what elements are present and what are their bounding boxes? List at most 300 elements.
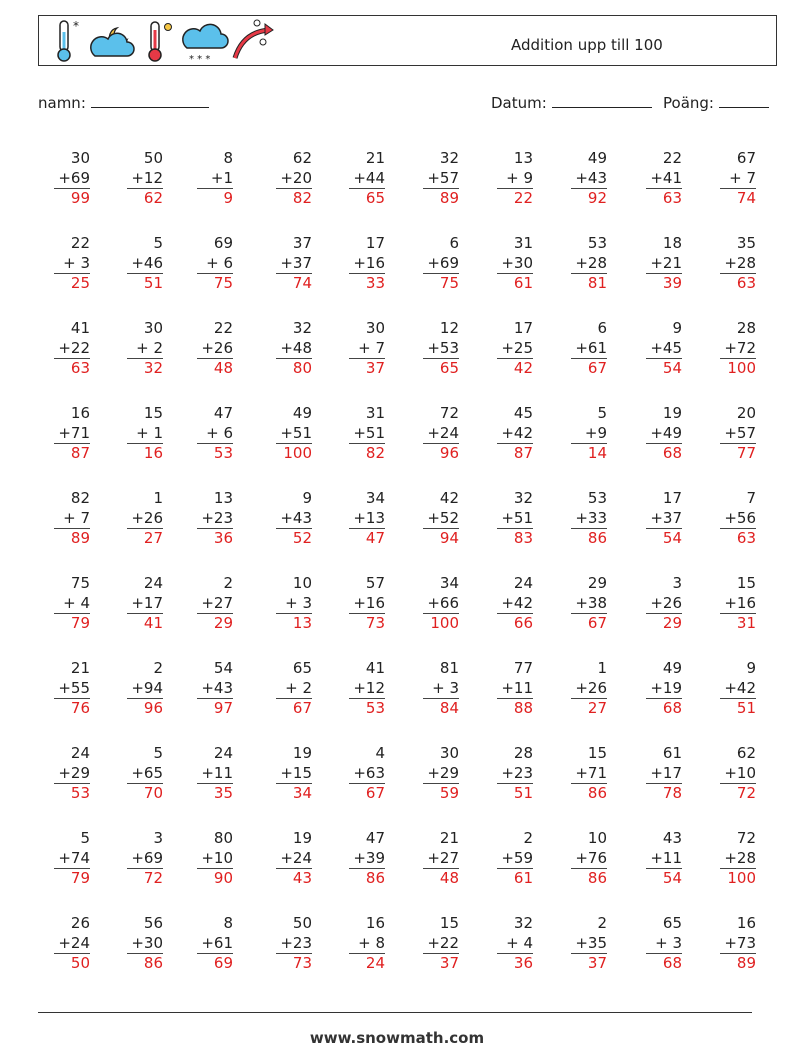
addend2: +35 <box>575 933 607 952</box>
addend1: 31 <box>513 234 533 252</box>
addend1: 1 <box>153 489 163 507</box>
addend1: 43 <box>662 829 682 847</box>
answer: 48 <box>423 868 459 889</box>
addend2: +12 <box>131 168 163 187</box>
addend1: 32 <box>513 914 533 932</box>
answer: 68 <box>646 443 682 464</box>
addend1: 32 <box>513 489 533 507</box>
score-label: Poäng: <box>663 94 714 112</box>
answer: 41 <box>127 613 163 634</box>
addend2: +16 <box>724 593 756 612</box>
addend2: +46 <box>131 253 163 272</box>
problem <box>345 829 385 889</box>
answer: 13 <box>276 613 312 634</box>
answer: 72 <box>127 868 163 889</box>
answer: 100 <box>276 443 312 464</box>
addend1: 24 <box>70 744 90 762</box>
addend1: 28 <box>736 319 756 337</box>
answer: 50 <box>54 953 90 974</box>
answer: 47 <box>349 528 385 549</box>
addend1: 47 <box>213 404 233 422</box>
addend2: +57 <box>427 168 459 187</box>
answer: 81 <box>571 273 607 294</box>
addend2: +63 <box>353 763 385 782</box>
addend2: +16 <box>353 253 385 272</box>
svg-text:* * *: * * * <box>189 54 211 64</box>
answer: 83 <box>497 528 533 549</box>
answer: 84 <box>423 698 459 719</box>
addend1: 49 <box>587 149 607 167</box>
problem <box>272 319 312 379</box>
problem <box>50 574 90 634</box>
problem <box>567 149 607 209</box>
problem <box>716 149 756 209</box>
answer: 52 <box>276 528 312 549</box>
addend2: +55 <box>58 678 90 697</box>
addend1: 6 <box>449 234 459 252</box>
addend1: 53 <box>587 234 607 252</box>
problem <box>419 234 459 294</box>
answer: 97 <box>197 698 233 719</box>
addend1: 10 <box>292 574 312 592</box>
addend2: +19 <box>650 678 682 697</box>
addend1: 34 <box>439 574 459 592</box>
addend2: +13 <box>353 508 385 527</box>
addend2: +29 <box>427 763 459 782</box>
addend1: 8 <box>223 149 233 167</box>
addend2: +51 <box>280 423 312 442</box>
problem <box>345 489 385 549</box>
addend2: +69 <box>58 168 90 187</box>
addend2: +74 <box>58 848 90 867</box>
addend1: 20 <box>736 404 756 422</box>
addend1: 41 <box>70 319 90 337</box>
answer: 100 <box>720 868 756 889</box>
problem <box>123 319 163 379</box>
answer: 25 <box>54 273 90 294</box>
addend1: 53 <box>587 489 607 507</box>
answer: 100 <box>720 358 756 379</box>
problem <box>345 659 385 719</box>
addend1: 69 <box>213 234 233 252</box>
addend2: +51 <box>501 508 533 527</box>
answer: 54 <box>646 358 682 379</box>
answer: 89 <box>423 188 459 209</box>
addend2: +65 <box>131 763 163 782</box>
problem <box>493 149 533 209</box>
name-label: namn: <box>38 94 86 112</box>
answer: 61 <box>497 273 533 294</box>
addend2: +71 <box>58 423 90 442</box>
addend2: +26 <box>650 593 682 612</box>
problem <box>642 914 682 974</box>
answer: 70 <box>127 783 163 804</box>
addend2: +43 <box>201 678 233 697</box>
addend2: +69 <box>131 848 163 867</box>
addend1: 67 <box>736 149 756 167</box>
addend1: 65 <box>662 914 682 932</box>
problem <box>272 914 312 974</box>
answer: 43 <box>276 868 312 889</box>
problem <box>716 829 756 889</box>
answer: 36 <box>497 953 533 974</box>
addend1: 19 <box>662 404 682 422</box>
answer: 82 <box>276 188 312 209</box>
addend1: 2 <box>223 574 233 592</box>
addend2: +43 <box>575 168 607 187</box>
answer: 63 <box>720 528 756 549</box>
addend2: +26 <box>131 508 163 527</box>
addend1: 54 <box>213 659 233 677</box>
addend2: + 3 <box>432 678 459 697</box>
answer: 86 <box>349 868 385 889</box>
problem <box>567 404 607 464</box>
addend1: 7 <box>746 489 756 507</box>
addend2: +71 <box>575 763 607 782</box>
problem <box>193 234 233 294</box>
addend1: 35 <box>736 234 756 252</box>
addend2: + 6 <box>206 423 233 442</box>
answer: 67 <box>276 698 312 719</box>
answer: 86 <box>571 528 607 549</box>
addend2: +1 <box>210 168 233 187</box>
problem <box>642 234 682 294</box>
answer: 29 <box>197 613 233 634</box>
addend1: 32 <box>292 319 312 337</box>
problem <box>193 489 233 549</box>
addend2: +42 <box>501 593 533 612</box>
problem <box>493 319 533 379</box>
answer: 86 <box>571 783 607 804</box>
addend2: + 4 <box>506 933 533 952</box>
addend2: +15 <box>280 763 312 782</box>
answer: 36 <box>197 528 233 549</box>
answer: 78 <box>646 783 682 804</box>
addend2: +42 <box>501 423 533 442</box>
problem <box>419 914 459 974</box>
addend1: 24 <box>513 574 533 592</box>
addend1: 37 <box>292 234 312 252</box>
answer: 67 <box>349 783 385 804</box>
addend1: 30 <box>143 319 163 337</box>
problem <box>123 574 163 634</box>
answer: 27 <box>127 528 163 549</box>
addend2: +57 <box>724 423 756 442</box>
addend2: +61 <box>575 338 607 357</box>
answer: 89 <box>720 953 756 974</box>
addend1: 26 <box>70 914 90 932</box>
addend1: 81 <box>439 659 459 677</box>
answer: 62 <box>127 188 163 209</box>
svg-text:*: * <box>73 19 79 33</box>
problem <box>493 489 533 549</box>
addend2: +29 <box>58 763 90 782</box>
addend2: +28 <box>724 253 756 272</box>
problem <box>419 659 459 719</box>
problem <box>50 829 90 889</box>
addend1: 56 <box>143 914 163 932</box>
answer: 79 <box>54 613 90 634</box>
addend1: 13 <box>213 489 233 507</box>
problem <box>272 404 312 464</box>
answer: 63 <box>54 358 90 379</box>
addend2: + 7 <box>358 338 385 357</box>
problem <box>419 404 459 464</box>
problem <box>345 914 385 974</box>
addend1: 2 <box>597 914 607 932</box>
addend1: 3 <box>153 829 163 847</box>
addend2: +26 <box>575 678 607 697</box>
addend2: + 7 <box>63 508 90 527</box>
addend1: 17 <box>662 489 682 507</box>
answer: 42 <box>497 358 533 379</box>
problem <box>419 319 459 379</box>
addend1: 34 <box>365 489 385 507</box>
answer: 67 <box>571 613 607 634</box>
addend1: 5 <box>153 744 163 762</box>
addend1: 13 <box>513 149 533 167</box>
problem <box>642 149 682 209</box>
addend2: +48 <box>280 338 312 357</box>
problem <box>50 149 90 209</box>
problem <box>716 489 756 549</box>
answer: 96 <box>423 443 459 464</box>
answer: 69 <box>197 953 233 974</box>
addend2: +61 <box>201 933 233 952</box>
addend2: +42 <box>724 678 756 697</box>
problem <box>567 319 607 379</box>
addend1: 19 <box>292 829 312 847</box>
addend1: 8 <box>223 914 233 932</box>
addend1: 30 <box>439 744 459 762</box>
addend1: 72 <box>736 829 756 847</box>
answer: 87 <box>497 443 533 464</box>
problem <box>272 659 312 719</box>
addend2: +56 <box>724 508 756 527</box>
addend2: +33 <box>575 508 607 527</box>
problem <box>50 744 90 804</box>
problem <box>716 744 756 804</box>
answer: 80 <box>276 358 312 379</box>
problem <box>419 744 459 804</box>
answer: 75 <box>197 273 233 294</box>
addend2: + 9 <box>506 168 533 187</box>
addend1: 9 <box>746 659 756 677</box>
problem <box>567 234 607 294</box>
addend1: 29 <box>587 574 607 592</box>
problem <box>123 744 163 804</box>
answer: 54 <box>646 528 682 549</box>
answer: 66 <box>497 613 533 634</box>
problem <box>345 234 385 294</box>
answer: 35 <box>197 783 233 804</box>
addend2: +16 <box>353 593 385 612</box>
problem <box>345 574 385 634</box>
addend2: +28 <box>724 848 756 867</box>
addend2: +44 <box>353 168 385 187</box>
problem <box>193 744 233 804</box>
date-label: Datum: <box>491 94 547 112</box>
answer: 72 <box>720 783 756 804</box>
problem <box>272 234 312 294</box>
problem <box>642 829 682 889</box>
addend1: 5 <box>597 404 607 422</box>
addend1: 22 <box>70 234 90 252</box>
addend2: +11 <box>650 848 682 867</box>
problem <box>493 829 533 889</box>
answer: 89 <box>54 528 90 549</box>
addend2: +39 <box>353 848 385 867</box>
addend2: +22 <box>58 338 90 357</box>
addend1: 42 <box>439 489 459 507</box>
addend2: +43 <box>280 508 312 527</box>
problem <box>567 659 607 719</box>
addend2: +76 <box>575 848 607 867</box>
problem <box>567 744 607 804</box>
problem <box>50 404 90 464</box>
answer: 54 <box>646 868 682 889</box>
answer: 63 <box>646 188 682 209</box>
addend2: +26 <box>201 338 233 357</box>
problem <box>419 829 459 889</box>
addend1: 21 <box>70 659 90 677</box>
addend2: +22 <box>427 933 459 952</box>
answer: 53 <box>54 783 90 804</box>
answer: 68 <box>646 953 682 974</box>
answer: 73 <box>349 613 385 634</box>
addend2: + 6 <box>206 253 233 272</box>
problem <box>716 404 756 464</box>
addend1: 65 <box>292 659 312 677</box>
addend1: 82 <box>70 489 90 507</box>
addend1: 77 <box>513 659 533 677</box>
addend1: 3 <box>672 574 682 592</box>
answer: 65 <box>349 188 385 209</box>
addend2: + 1 <box>136 423 163 442</box>
answer: 99 <box>54 188 90 209</box>
problem <box>345 404 385 464</box>
addend1: 24 <box>143 574 163 592</box>
addend1: 12 <box>439 319 459 337</box>
addend1: 47 <box>365 829 385 847</box>
problem <box>193 319 233 379</box>
answer: 53 <box>349 698 385 719</box>
addend2: +45 <box>650 338 682 357</box>
problem <box>345 149 385 209</box>
addend2: +41 <box>650 168 682 187</box>
addend2: + 2 <box>285 678 312 697</box>
addend2: +17 <box>650 763 682 782</box>
addend1: 10 <box>587 829 607 847</box>
problem <box>193 404 233 464</box>
answer: 79 <box>54 868 90 889</box>
addend2: +69 <box>427 253 459 272</box>
problem <box>123 914 163 974</box>
answer: 9 <box>197 188 233 209</box>
problem <box>642 574 682 634</box>
addend1: 15 <box>736 574 756 592</box>
answer: 16 <box>127 443 163 464</box>
addend1: 31 <box>365 404 385 422</box>
addend2: +59 <box>501 848 533 867</box>
addend1: 15 <box>587 744 607 762</box>
addend2: +11 <box>501 678 533 697</box>
footer-site: www.snowmath.com <box>309 1029 485 1047</box>
answer: 77 <box>720 443 756 464</box>
answer: 29 <box>646 613 682 634</box>
addend1: 24 <box>213 744 233 762</box>
problem <box>345 319 385 379</box>
answer: 73 <box>276 953 312 974</box>
problem <box>272 149 312 209</box>
addend2: + 3 <box>63 253 90 272</box>
answer: 59 <box>423 783 459 804</box>
addend2: + 8 <box>358 933 385 952</box>
addend2: +21 <box>650 253 682 272</box>
answer: 68 <box>646 698 682 719</box>
problem <box>419 149 459 209</box>
answer: 33 <box>349 273 385 294</box>
addend2: +23 <box>280 933 312 952</box>
addend2: +73 <box>724 933 756 952</box>
problem <box>50 489 90 549</box>
addend1: 50 <box>143 149 163 167</box>
addend1: 17 <box>513 319 533 337</box>
answer: 37 <box>349 358 385 379</box>
problem <box>493 914 533 974</box>
problem <box>193 149 233 209</box>
addend2: +30 <box>131 933 163 952</box>
problem <box>272 489 312 549</box>
problem <box>272 829 312 889</box>
addend1: 15 <box>143 404 163 422</box>
addend2: +51 <box>353 423 385 442</box>
problem <box>123 489 163 549</box>
addend2: +24 <box>280 848 312 867</box>
problem <box>642 319 682 379</box>
page-title: Addition upp till 100 <box>511 36 663 54</box>
answer: 51 <box>720 698 756 719</box>
addend1: 21 <box>365 149 385 167</box>
answer: 32 <box>127 358 163 379</box>
problem <box>272 744 312 804</box>
problem <box>123 829 163 889</box>
problem <box>567 829 607 889</box>
problem <box>50 659 90 719</box>
addend2: +17 <box>131 593 163 612</box>
addend2: +94 <box>131 678 163 697</box>
answer: 88 <box>497 698 533 719</box>
addend1: 9 <box>672 319 682 337</box>
addend2: + 2 <box>136 338 163 357</box>
answer: 37 <box>423 953 459 974</box>
addend2: +25 <box>501 338 533 357</box>
problem <box>716 574 756 634</box>
addend1: 16 <box>70 404 90 422</box>
answer: 65 <box>423 358 459 379</box>
answer: 92 <box>571 188 607 209</box>
problem <box>193 914 233 974</box>
addend1: 49 <box>662 659 682 677</box>
addend1: 19 <box>292 744 312 762</box>
answer: 31 <box>720 613 756 634</box>
problem <box>123 659 163 719</box>
answer: 61 <box>497 868 533 889</box>
problem <box>123 234 163 294</box>
answer: 53 <box>197 443 233 464</box>
addend2: +20 <box>280 168 312 187</box>
addend1: 41 <box>365 659 385 677</box>
